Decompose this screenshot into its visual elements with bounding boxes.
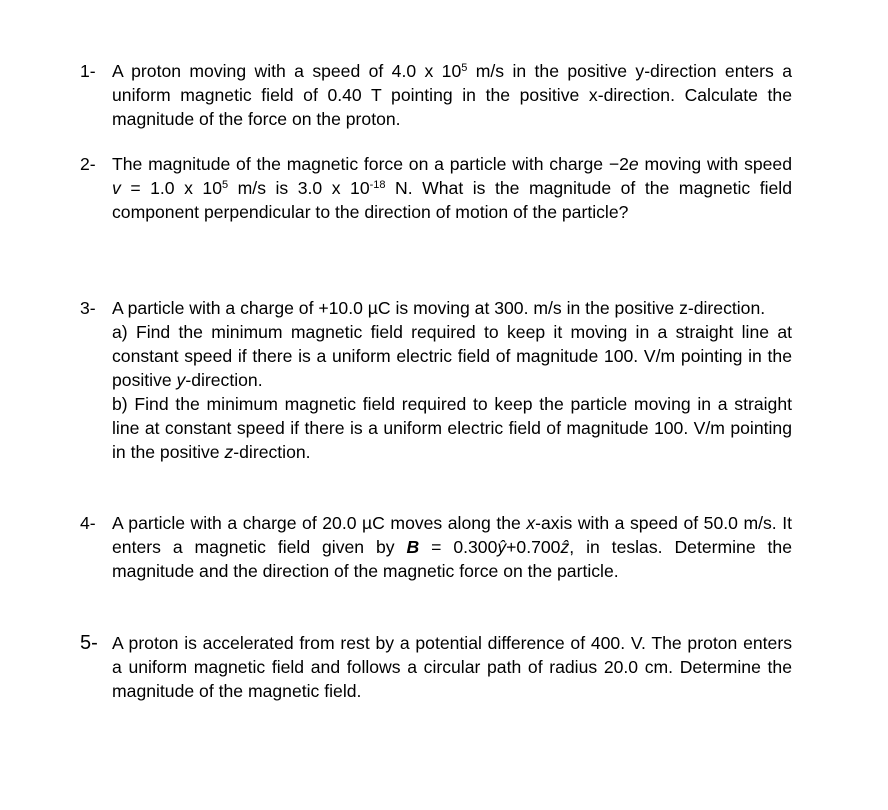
problem-text: A proton moving with a speed of 4.0 x $10^5$ m/s in the positive y-direction enters a uniform magnetic field of 0.40 T pointing in the positive x-direction. Calculate the magnitude of the force on the proton. [112, 61, 792, 129]
problem-2 [80, 152, 792, 224]
problem-number: 4- [80, 513, 96, 533]
problem-text [112, 296, 792, 464]
problem-text: A proton is accelerated from rest by a potential difference of 400. V. The proton enters a uniform magnetic field and follows a circular path of radius 20.0 cm. Determine the magnitude of the magnetic field. [112, 633, 792, 701]
problem-part-b: b) Find the minimum magnetic field required to keep the particle moving in a straight line at constant speed if there is a uniform electric field of magnitude 100. V/m pointing in the positive z-direction. [112, 394, 792, 462]
problem-1 [80, 59, 792, 131]
problem-number: 1- [80, 61, 96, 81]
problem-text: The magnitude of the magnetic force on a particle with charge −2e moving with speed v = 1.0 x $10^5$ m/s is 3.0 x $10^{-18}$ N. What is the magnitude of the magnetic field component perpendicular to the direction of motion of the particle? [112, 154, 793, 222]
problem-4 [80, 511, 792, 583]
problem-5 [80, 631, 792, 703]
problem-number: 5- [80, 632, 98, 654]
problem-intro: A particle with a charge of +10.0 µC is moving at 300. m/s in the positive z-direction. [112, 298, 766, 318]
problem-text: A particle with a charge of 20.0 µC moves along the x-axis with a speed of 50.0 m/s. It enters a magnetic field given by B = 0.300ŷ+0.700ẑ, in teslas. Determine the magnitude and the direction of the magnetic force on the particle. [112, 513, 792, 581]
problem-3 [80, 296, 792, 464]
problem-number: 3- [80, 298, 96, 318]
problem-number: 2- [80, 154, 96, 174]
problem-part-a: a) Find the minimum magnetic field required to keep it moving in a straight line at constant speed if there is a uniform electric field of magnitude 100. V/m pointing in the positive y-direction. [112, 322, 792, 390]
